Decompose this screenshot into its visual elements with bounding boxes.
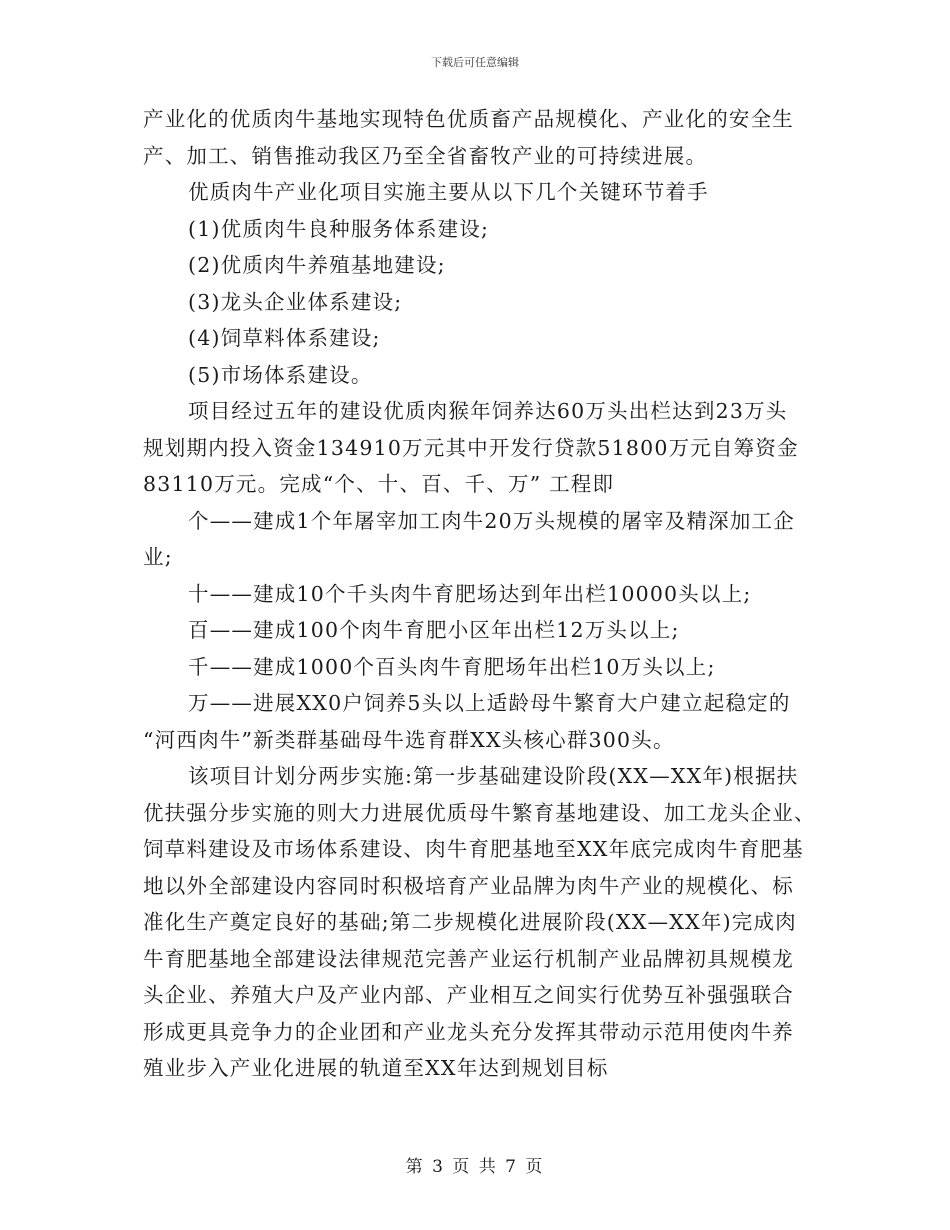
text-line: (2)优质肉牛养殖基地建设; — [188, 253, 446, 277]
text-line: 殖业步入产业化进展的轨道至XX年达到规划目标 — [143, 1056, 609, 1080]
text-line: (3)龙头企业体系建设; — [188, 289, 403, 314]
text-line: (5)市场体系建设。 — [188, 362, 373, 387]
text-line: 规划期内投入资金134910万元其中开发行贷款51800万元自筹资金 — [143, 435, 799, 460]
text-line: 该项目计划分两步实施:第一步基础建设阶段(XX—XX年)根据扶 — [188, 764, 799, 788]
text-line: 千——建成1000个百头肉牛育肥场年出栏10万头以上; — [188, 654, 716, 679]
text-line: 优扶强分步实施的则大力进展优质母牛繁育基地建设、加工龙头企业、 — [143, 800, 816, 825]
text-line: (1)优质肉牛良种服务体系建设; — [188, 216, 490, 241]
text-line: (4)饲草料体系建设; — [188, 326, 381, 350]
text-line: 十——建成10个千头肉牛育肥场达到年出栏10000头以上; — [188, 581, 752, 606]
text-line: 优质肉牛产业化项目实施主要从以下几个关键环节着手 — [188, 180, 709, 204]
text-line: 万——进展XX0户饲养5头以上适龄母牛繁育大户建立起稳定的 — [188, 691, 791, 715]
text-line: 头企业、养殖大户及产业内部、产业相互之间实行优势互补强强联合 — [143, 983, 794, 1007]
text-line: 形成更具竞争力的企业团和产业龙头充分发挥其带动示范用使肉牛养 — [143, 1019, 794, 1044]
document-body — [143, 101, 816, 1087]
text-line: 百——建成100个肉牛育肥小区年出栏12万头以上; — [188, 618, 680, 642]
page-header-note: 下载后可任意编辑 — [431, 56, 519, 69]
text-line: 产业化的优质肉牛基地实现特色优质畜产品规模化、产业化的安全生 — [143, 107, 794, 131]
text-line: 产、加工、销售推动我区乃至全省畜牧产业的可持续进展。 — [143, 143, 708, 168]
text-line: 业; — [143, 545, 173, 569]
page-footer: 第 3 页 共 7 页 — [405, 1157, 545, 1177]
text-line: 83110万元。完成“个、十、百、千、万” 工程即 — [143, 472, 615, 496]
text-line: 牛育肥基地全部建设法律规范完善产业运行机制产业品牌初具规模龙 — [143, 946, 794, 971]
text-line: 项目经过五年的建设优质肉猴年饲养达60万头出栏达到23万头 — [188, 399, 788, 423]
text-line: “河西肉牛”新类群基础母牛选育群XX头核心群300头。 — [143, 727, 675, 752]
text-line: 地以外全部建设内容同时积极培育产业品牌为肉牛产业的规模化、标 — [143, 873, 794, 898]
text-line: 饲草料建设及市场体系建设、肉牛育肥基地至XX年底完成肉牛育肥基 — [143, 837, 804, 861]
text-line: 个——建成1个年屠宰加工肉牛20万头规模的屠宰及精深加工企 — [188, 508, 795, 533]
text-line: 准化生产奠定良好的基础;第二步规模化进展阶段(XX—XX年)完成肉 — [143, 910, 797, 934]
